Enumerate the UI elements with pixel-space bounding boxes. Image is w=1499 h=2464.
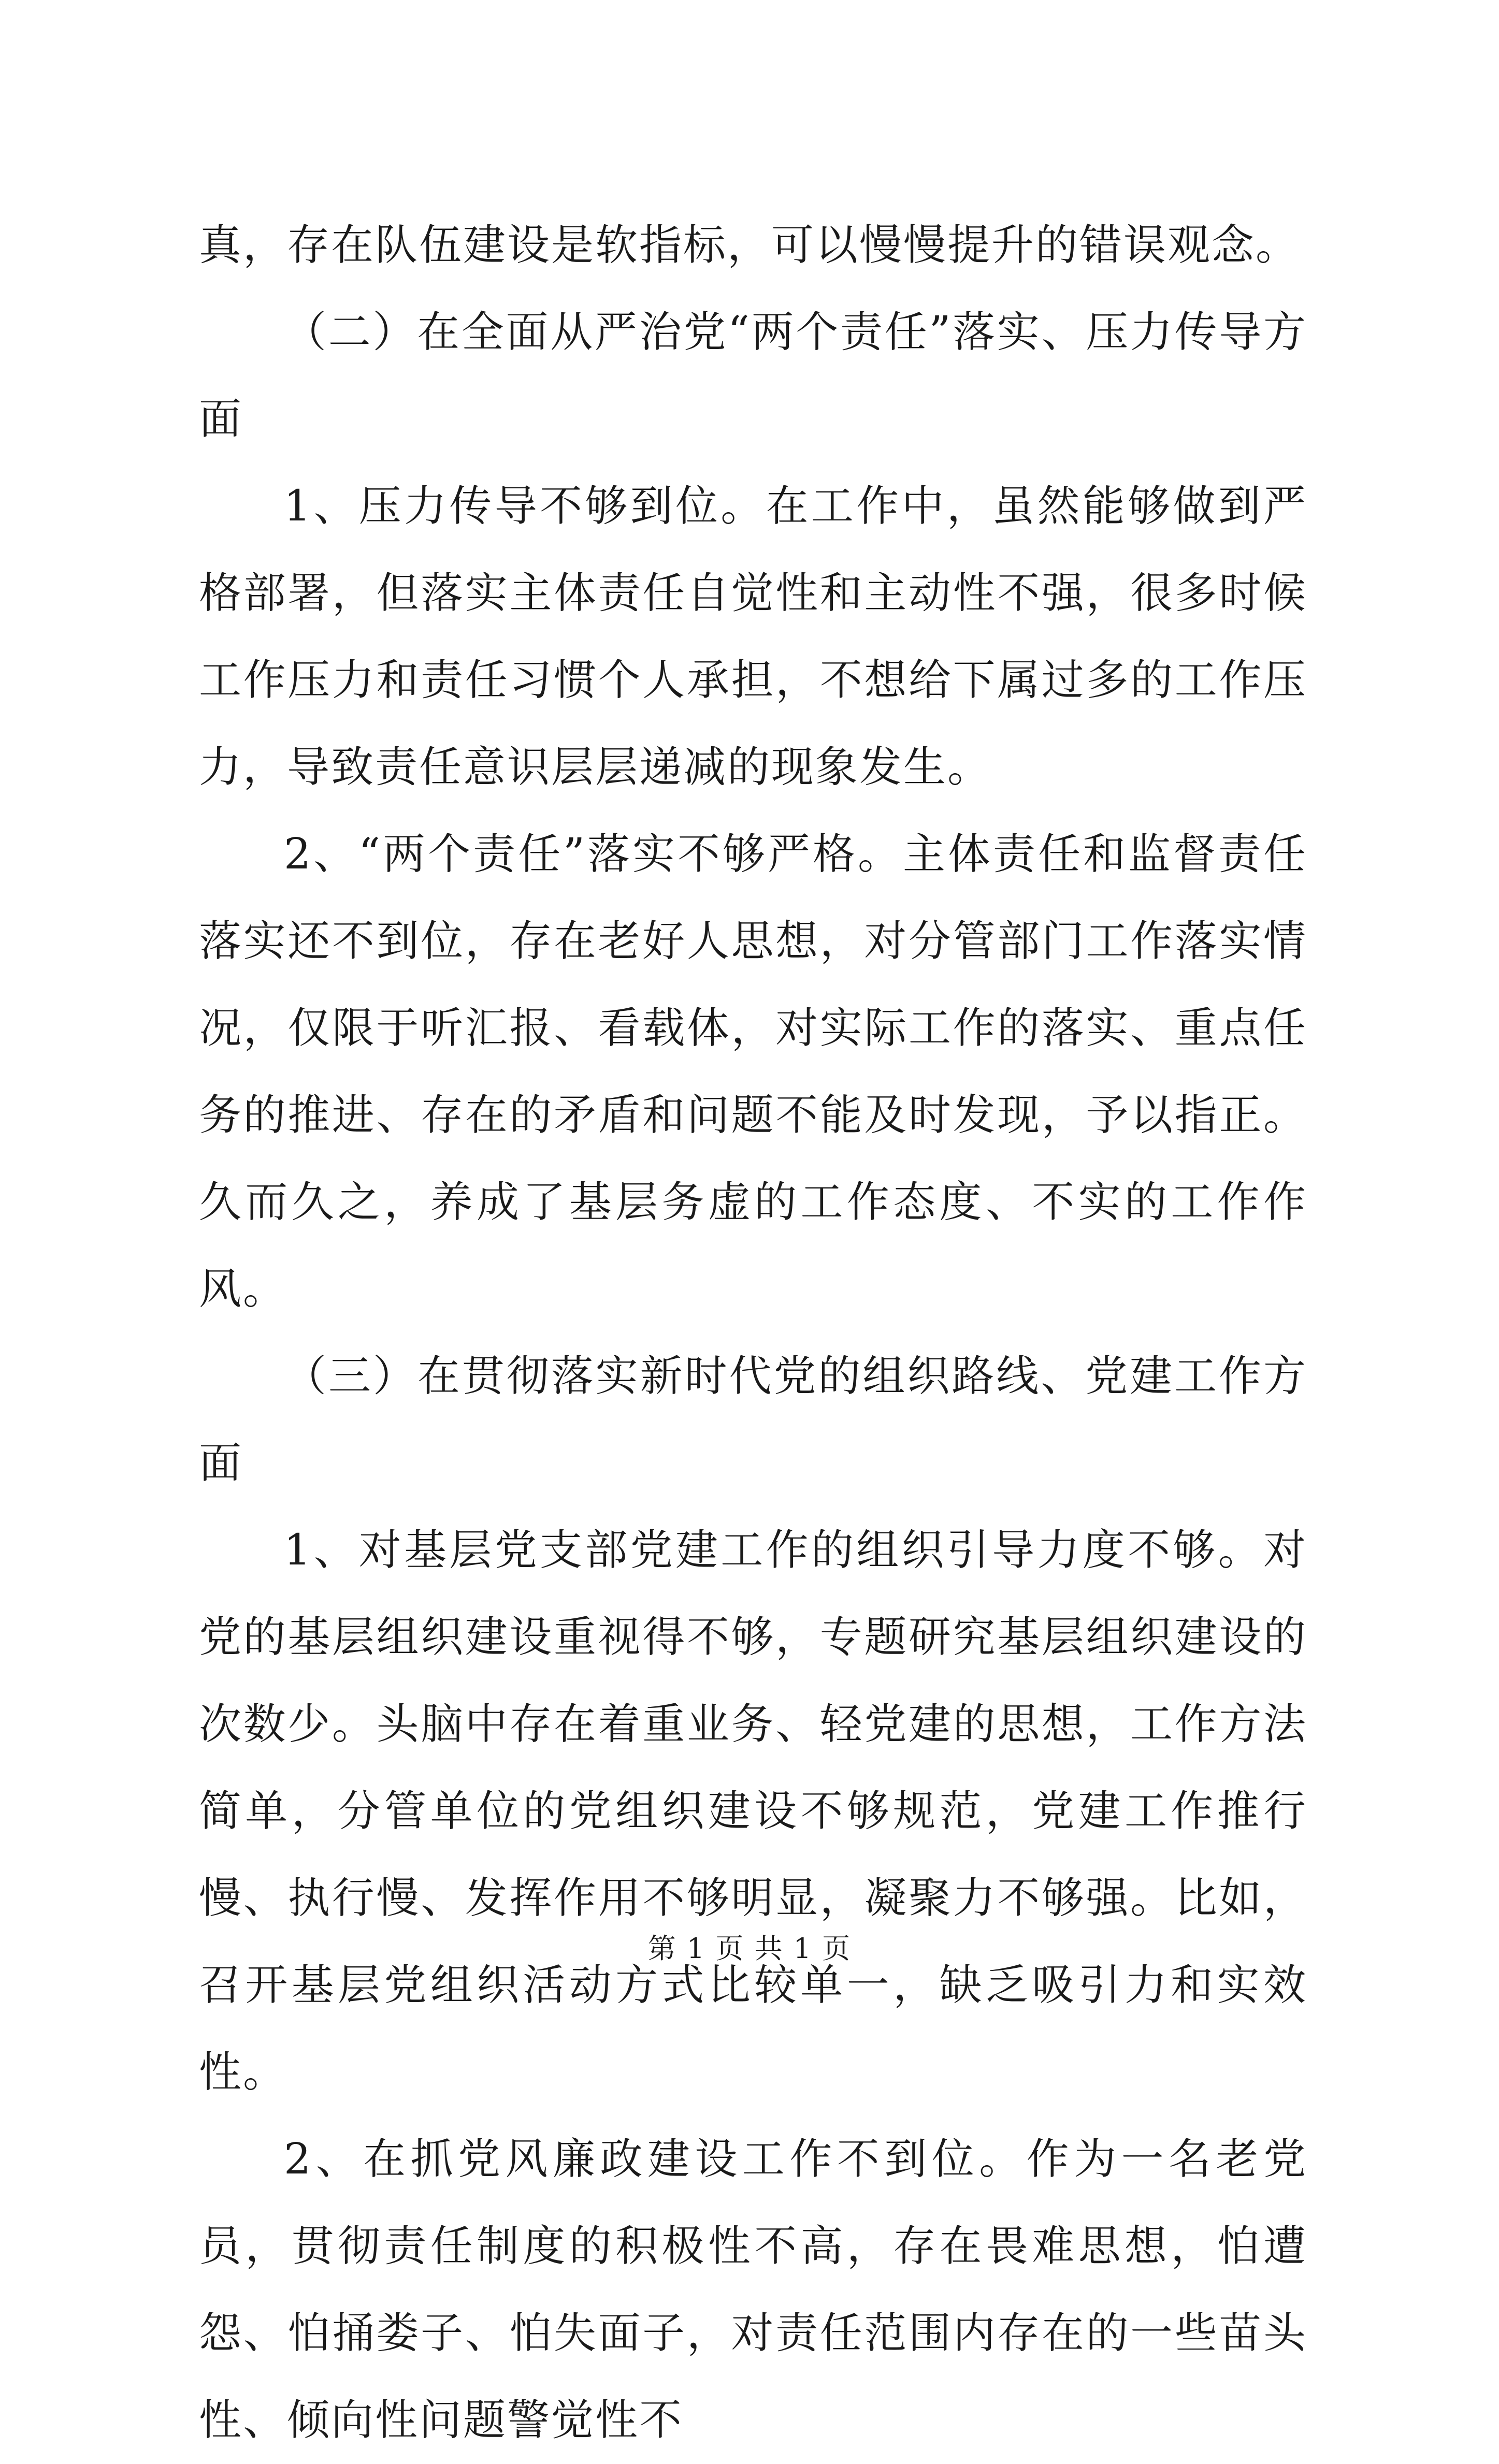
- paragraph-3-1: 1、对基层党支部党建工作的组织引导力度不够。对党的基层组织建设重视得不够，专题研究基层组织建设的次数少。头脑中存在着重业务、轻党建的思想，工作方法简单，分管单位的党组织建设不够规范，党建工作推行慢、执行慢、发挥作用不够明显，凝聚力不够强。比如，召开基层党组织活动方式比较单一，缺乏吸引力和实效性。: [199, 1526, 1307, 2097]
- paragraph-3-2: 2、在抓党风廉政建设工作不到位。作为一名老党员，贯彻责任制度的积极性不高，存在畏难思想，怕遭怨、怕捅娄子、怕失面子，对责任范围内存在的一些苗头性、倾向性问题警觉性不: [199, 2135, 1307, 2445]
- page-footer: 第 1 页 共 1 页: [647, 1932, 852, 1965]
- document-body: [199, 202, 1307, 2464]
- paragraph-continued: 真，存在队伍建设是软指标，可以慢慢提升的错误观念。: [199, 221, 1300, 270]
- paragraph-2-2: 2、“两个责任”落实不够严格。主体责任和监督责任落实还不到位，存在老好人思想，对分管部门工作落实情况，仅限于听汇报、看载体，对实际工作的落实、重点任务的推进、存在的矛盾和问题不能及时发现，予以指正。久而久之，养成了基层务虚的工作态度、不实的工作作风。: [199, 830, 1307, 1314]
- section-heading-2: （二）在全面从严治党“两个责任”落实、压力传导方面: [199, 308, 1307, 444]
- paragraph-2-1: 1、压力传导不够到位。在工作中，虽然能够做到严格部署，但落实主体责任自觉性和主动性不强，很多时候工作压力和责任习惯个人承担，不想给下属过多的工作压力，导致责任意识层层递减的现象发生。: [199, 482, 1307, 792]
- section-heading-3: （三）在贯彻落实新时代党的组织路线、党建工作方面: [199, 1352, 1307, 1488]
